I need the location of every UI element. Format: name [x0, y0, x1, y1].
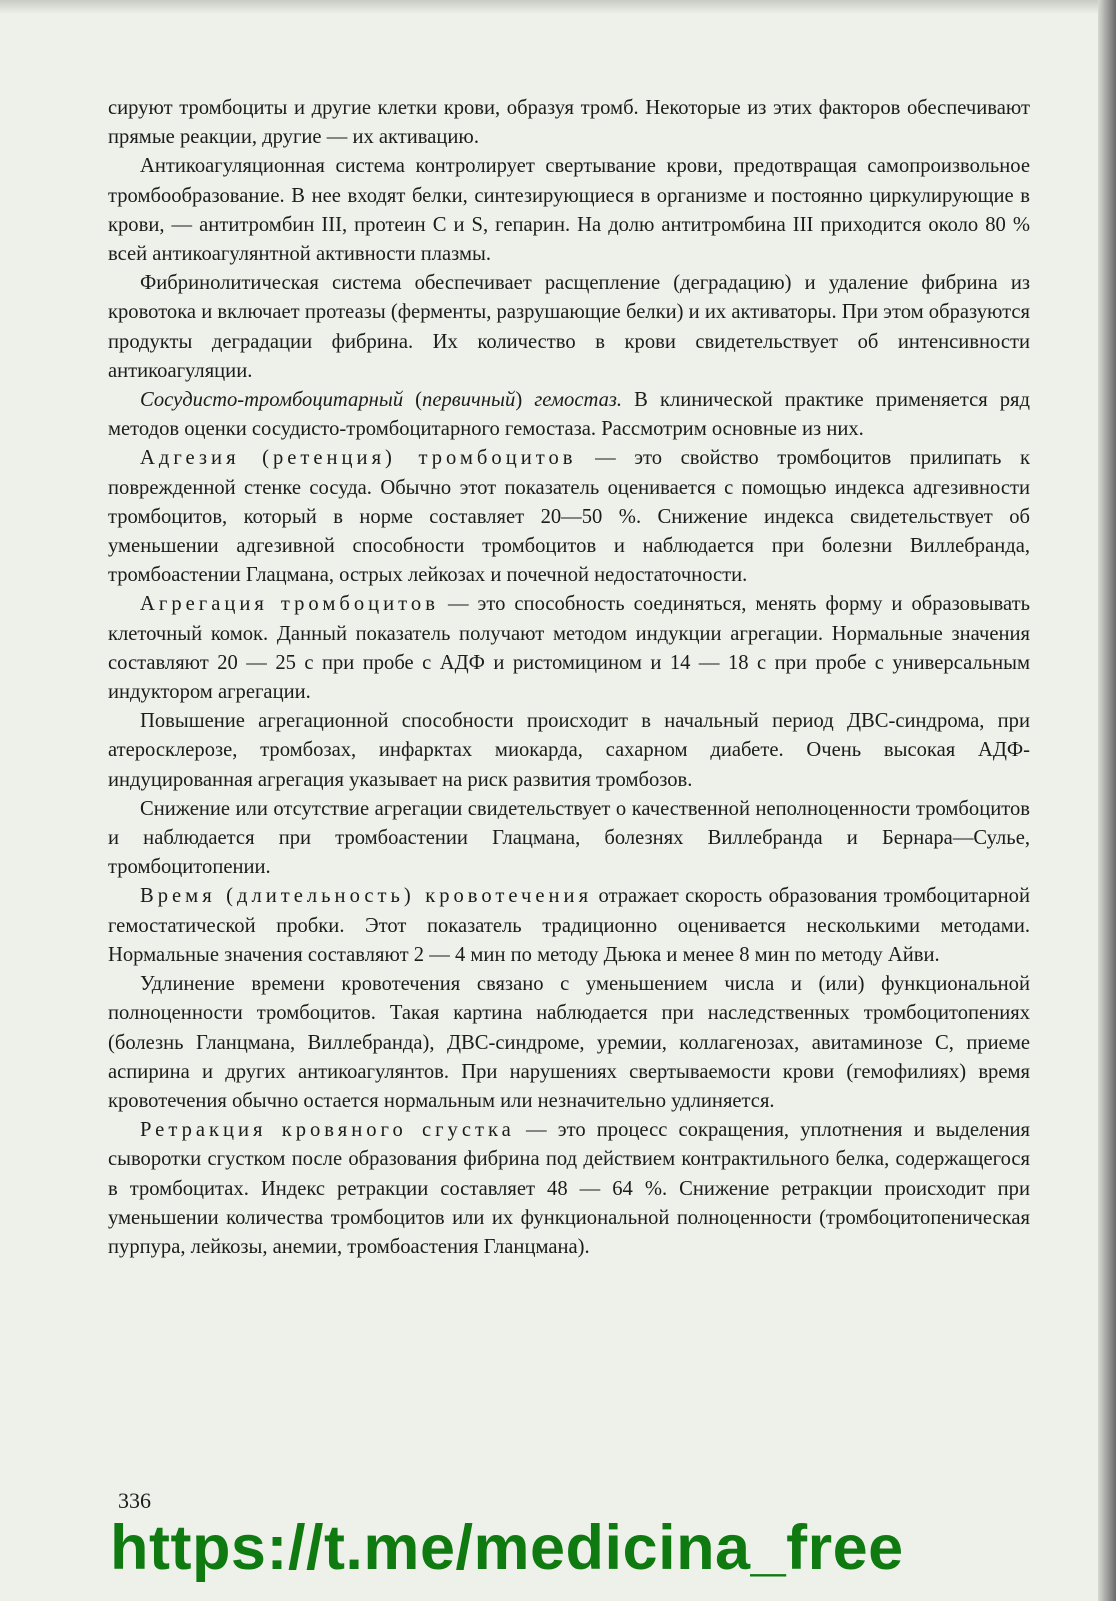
page-edge-shadow: [1098, 0, 1116, 1601]
spaced-term: Ретракция кровяного сгустка: [140, 1119, 515, 1142]
paragraph-text: — это свойство тромбоцитов прилипать к поврежденной стенке сосуда. Обычно этот показатель оценивается с помощью индекса адгезивности тромбоцитов, который в норме составляет 20—50 %. Снижение индекса свидетельствует об уменьшении адгезивной способности тромбоцитов и наблюдается при болезни Виллебранда, тромбоастении Глацмана, острых лейкозах и почечной недостаточности.: [108, 447, 1030, 587]
paragraph: [108, 590, 1030, 707]
section-heading: гемостаз.: [534, 389, 623, 412]
paragraph-text: В клинической практике применяется ряд методов оценки сосудисто-тромбоцитарного гемостаза. Рассмотрим основные из них.: [108, 389, 1030, 441]
scan-top-shadow: [0, 0, 1116, 14]
spaced-term: Время (длительность) кровотечения: [140, 885, 593, 908]
paragraph-text: — это процесс сокращения, уплотнения и выделения сыворотки сгустком после образования фибрина под действием контрактильного белка, содержащегося в тромбоцитах. Индекс ретракции составляет 48 — 64 %. Снижение ретракции происходит при уменьшении количества тромбоцитов или их функциональной полноценности (тромбоцитопеническая пурпура, лейкозы, анемии, тромбоастения Гланцмана).: [108, 1119, 1030, 1258]
paragraph: [108, 94, 1030, 152]
section-heading: первичный: [422, 389, 516, 412]
paragraph-text: отражает скорость образования тромбоцитарной гемостатической пробки. Этот показатель традиционно оценивается несколькими методами. Нормальные значения составляют 2 — 4 мин по методу Дьюка и менее 8 мин по методу Айви.: [108, 885, 1030, 966]
spaced-term: Адгезия (ретенция) тромбоцитов: [140, 447, 577, 470]
paragraph-text: Удлинение времени кровотечения связано с уменьшением числа и (или) функциональной полноценности тромбоцитов. Такая картина наблюдается при наследственных тромбоцитопениях (болезнь Гланцмана, Виллебранда), ДВС-синдроме, уремии, коллагенозах, авитаминозе С, приеме аспирина и других антикоагулянтов. При нарушениях свертываемости крови (гемофилиях) время кровотечения обычно остается нормальным или незначительно удлиняется.: [108, 973, 1030, 1112]
paragraph: Сосудисто-тромбоцитарный (первичный) гемостаз. В клинической практике применяется ряд методов оценки сосудисто-тромбоцитарного гемостаза. Рассмотрим основные из них.: [108, 389, 1030, 441]
spaced-term: Агрегация тромбоцитов: [140, 593, 439, 616]
section-heading: Сосудисто-тромбоцитарный: [140, 389, 404, 412]
paragraph: [108, 152, 1030, 269]
paragraph: [108, 269, 1030, 386]
paragraph-text: Снижение или отсутствие агрегации свидетельствует о качественной неполноценности тромбоцитов и наблюдается при тромбоастении Глацмана, болезнях Виллебранда и Бернара—Сулье, тромбоцитопении.: [108, 797, 1030, 879]
body-text: [108, 94, 1030, 1262]
paragraph: [108, 1116, 1030, 1262]
watermark-url: https://t.me/medicina_free: [110, 1513, 904, 1583]
paragraph: [108, 444, 1030, 590]
paragraph: [108, 795, 1030, 883]
page-number: 336: [118, 1488, 151, 1513]
paragraph: [108, 882, 1030, 970]
paragraph-text: — это способность соединяться, менять форму и образовывать клеточный комок. Данный показатель получают методом индукции агрегации. Нормальные значения составляют 20 — 25 с при пробе с АДФ и ристомицином и 14 — 18 с при пробе с универсальным индуктором агрегации.: [108, 593, 1030, 704]
paragraph-text: Антикоагуляционная система контролирует свертывание крови, предотвращая самопроизвольное тромбообразование. В нее входят белки, синтезирующиеся в организме и постоянно циркулирующие в крови, — антитромбин III, протеин С и S, гепарин. На долю антитромбина III приходится около 80 % всей антикоагулянтной активности плазмы.: [108, 155, 1030, 266]
paragraph-text: Фибринолитическая система обеспечивает расщепление (деградацию) и удаление фибрина из кровотока и включает протеазы (ферменты, разрушающие белки) и их активаторы. При этом образуются продукты деградации фибрина. Их количество в крови свидетельствует об интенсивности антикоагуляции.: [108, 272, 1030, 382]
paragraph-text: Повышение агрегационной способности происходит в начальный период ДВС-синдрома, при атеросклерозе, тромбозах, инфарктах миокарда, сахарном диабете. Очень высокая АДФ-индуцированная агрегация указывает на риск развития тромбозов.: [108, 710, 1030, 791]
paragraph-text: сируют тромбоциты и другие клетки крови, образуя тромб. Некоторые из этих факторов обеспечивают прямые реакции, другие — их активацию.: [108, 97, 1030, 149]
paragraph: [108, 707, 1030, 795]
paragraph: [108, 970, 1030, 1116]
